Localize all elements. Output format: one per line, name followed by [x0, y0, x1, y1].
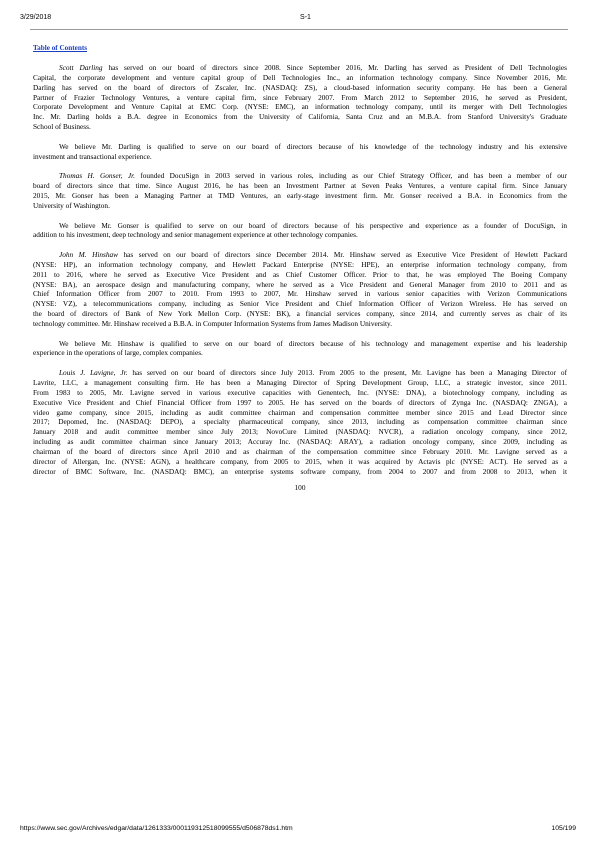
line-text: has served on our board of directors since 2008. Since September 2016, Mr. Darling has served as President of Dell Technologies [102, 63, 568, 72]
line-text: Darling has served on the board of directors of Zscaler, Inc. (NASDAQ: ZS), a cloud-based information security company. He has been a General [33, 82, 567, 92]
text-line [33, 398, 567, 408]
line-text: the board of directors of Bank of New York Mellon Corp. (NYSE: BK), a financial services company, since 2014, and currently serves as chair of its [33, 309, 567, 319]
page-number: 100 [294, 483, 306, 492]
line-text: addition to his investment, deep technology and senior management experience at other technology companies. [33, 230, 358, 240]
paragraph [33, 142, 567, 162]
line-text: director of BMC Software, Inc. (NASDAQ: BMC), an enterprise systems software company, from 2004 to 2007 and from 2008 to 2013, when it [33, 466, 567, 476]
line-text: Capital, the corporate development and venture capital group of Dell Technologies Inc., an information technology company. Since November 2016, Mr. [33, 72, 567, 82]
line-text: Chief Information Officer from 2007 to 2010. From 1993 to 2007, Mr. Hinshaw served in various senior capacities with Verizon Communications [33, 289, 567, 299]
text-line [33, 309, 567, 319]
text-line [33, 181, 567, 191]
print-date: 3/29/2018 [20, 14, 52, 21]
text-line [33, 378, 567, 388]
line-text: January 2018 and audit committee member since July 2013; NovoCure Limited (NASDAQ: NVCR), a radiation oncology company, since 2012, [33, 427, 567, 437]
line-text: (NYSE: VZ), a telecommunications company, including as Senior Vice President and Chief Information Officer of Verizon Wireless. He has served on [33, 299, 567, 309]
text-line [33, 339, 567, 349]
line-text: 2015, Mr. Gonser has been a Managing Partner at TMD Ventures, an early-stage investment firm. Mr. Gonser received a B.A. in Economics from the [33, 190, 567, 200]
text-line [33, 230, 567, 240]
director-name: Scott Darling [59, 63, 103, 72]
paragraph [33, 339, 567, 359]
text-line [33, 93, 567, 103]
line-text: We believe Mr. Hinshaw is qualified to serve on our board of directors because of his technology and management expertise and his leadership [59, 338, 567, 348]
line-text: has served on our board of directors since December 2014. Mr. Hinshaw served as Executive Vice President of Hewlett Packard [118, 250, 567, 260]
text-line [33, 270, 567, 280]
text-line [33, 457, 567, 467]
line-text: From 1983 to 2005, Mr. Lavigne served in various executive capacities with Genentech, Inc. (NYSE: DNA), a biotechnology company, including as [33, 387, 567, 397]
line-text: chairman of the board of directors since April 2010 and as chairman of the compensation committee since February 2010. Mr. Lavigne served as a [33, 446, 567, 456]
text-line [33, 348, 567, 358]
line-text: 2011 to 2016, where he served as Executive Vice President and as Chief Customer Officer. Prior to that, he was employed The Boeing Company [33, 269, 567, 279]
footer-url: https://www.sec.gov/Archives/edgar/data/1261333/000119312518099555/d506878ds1.htm [20, 825, 293, 832]
text-line [33, 417, 567, 427]
text-line [33, 112, 567, 122]
text-line [33, 388, 567, 398]
text-line [33, 368, 567, 378]
text-line [33, 122, 567, 132]
director-name: John M. Hinshaw [59, 250, 119, 260]
text-line [33, 102, 567, 112]
line-text: (NYSE: BA), an aerospace design and manufacturing company, where he served as a Vice President and General Manager from 2010 to 2011 and as [33, 279, 567, 289]
text-line [33, 63, 567, 73]
line-text: founded DocuSign in 2003 served in various roles, including as our Chief Strategy Officer, and has been a member of our [134, 171, 568, 181]
text-line [33, 152, 567, 162]
line-text: University of Washington. [33, 200, 110, 210]
text-line [33, 201, 567, 211]
text-line [33, 289, 567, 299]
line-text: technology committee. Mr. Hinshaw received a B.B.A. in Computer Information Systems from James Madison University. [33, 318, 393, 328]
line-text: board of directors since that time. Since August 2016, he has been an Investment Partner at Seven Peaks Ventures, a venture capital firm. Since January [33, 181, 567, 191]
line-text: Inc. Mr. Darling holds a B.A. degree in Economics from the University of California, Santa Cruz and an M.B.A. from Stanford University's Graduate [33, 112, 567, 122]
line-text: director of Allergan, Inc. (NYSE: AGN), a healthcare company, from 2005 to 2015, when it was acquired by Actavis plc (NYSE: ACT). He served as a [33, 456, 567, 466]
text-line [33, 73, 567, 83]
director-name: Louis J. Lavigne, Jr. [59, 368, 128, 378]
footer-page-count: 105/199 [551, 825, 576, 832]
director-name: Thomas H. Gonser, Jr. [59, 171, 135, 181]
line-text: (NYSE: HP), an information technology company, and Hewlett Packard Enterprise (NYSE: HPE), an enterprise information technology company, from [33, 259, 567, 269]
paragraph [33, 63, 567, 132]
document-body [33, 63, 567, 486]
line-text: video game company, since 2015, including as audit committee chairman and compensation committee member since 2015 and Lead Director since [33, 407, 567, 417]
text-line [33, 427, 567, 437]
line-text: Lavrite, LLC, a management consulting firm. He has been a Managing Director of Spring Development Group, LLC, a strategic investor, since 2011. [33, 378, 567, 387]
text-line [33, 299, 567, 309]
text-line [33, 437, 567, 447]
header-divider [30, 29, 568, 30]
line-text: Executive Vice President and Chief Financial Officer from 1997 to 2005. He has served on the boards of directors of Zynga Inc. (NASDAQ: ZNGA), a [33, 397, 567, 407]
text-line [33, 280, 567, 290]
line-text: experience in the operations of large, complex companies. [33, 348, 203, 358]
line-text: 2017; Depomed, Inc. (NASDAQ: DEPO), a specialty pharmaceutical company, since 2013, including as compensation committee chairman since [33, 417, 567, 427]
text-line [33, 83, 567, 93]
text-line [33, 447, 567, 457]
text-line [33, 319, 567, 329]
text-line [33, 221, 567, 231]
document-title: S-1 [300, 14, 311, 21]
text-line [33, 250, 567, 260]
paragraph [33, 171, 567, 210]
line-text: We believe Mr. Darling is qualified to serve on our board of directors because of his knowledge of the technology industry and his extensive [59, 141, 567, 151]
paragraph [33, 221, 567, 241]
line-text: We believe Mr. Gonser is qualified to serve on our board of directors because of his perspective and experience as a founder of DocuSign, in [59, 220, 567, 230]
text-line [33, 191, 567, 201]
table-of-contents-link[interactable]: Table of Contents [33, 44, 88, 52]
line-text: Partner of Frazier Technology Ventures, a venture capital firm, since February 2007. From March 2012 to September 2016, he served as President, [33, 92, 567, 102]
line-text: Corporate Development and Venture Capital at EMC Corp. (NYSE: EMC), an information technology company, until its merger with Dell Technologies [33, 102, 567, 112]
text-line [33, 171, 567, 181]
line-text: investment and transactional experience. [33, 151, 152, 161]
line-text: School of Business. [33, 122, 91, 132]
text-line [33, 408, 567, 418]
line-text: including as audit committee chairman since January 2013; Accuray Inc. (NASDAQ: ARAY), a radiation oncology company, since 2009, including as [33, 437, 567, 447]
text-line [33, 142, 567, 152]
text-line [33, 260, 567, 270]
paragraph [33, 250, 567, 329]
paragraph [33, 368, 567, 476]
text-line [33, 467, 567, 477]
line-text: has served on our board of directors since July 2013. From 2005 to the present, Mr. Lavigne has been a Managing Director of [127, 368, 567, 378]
